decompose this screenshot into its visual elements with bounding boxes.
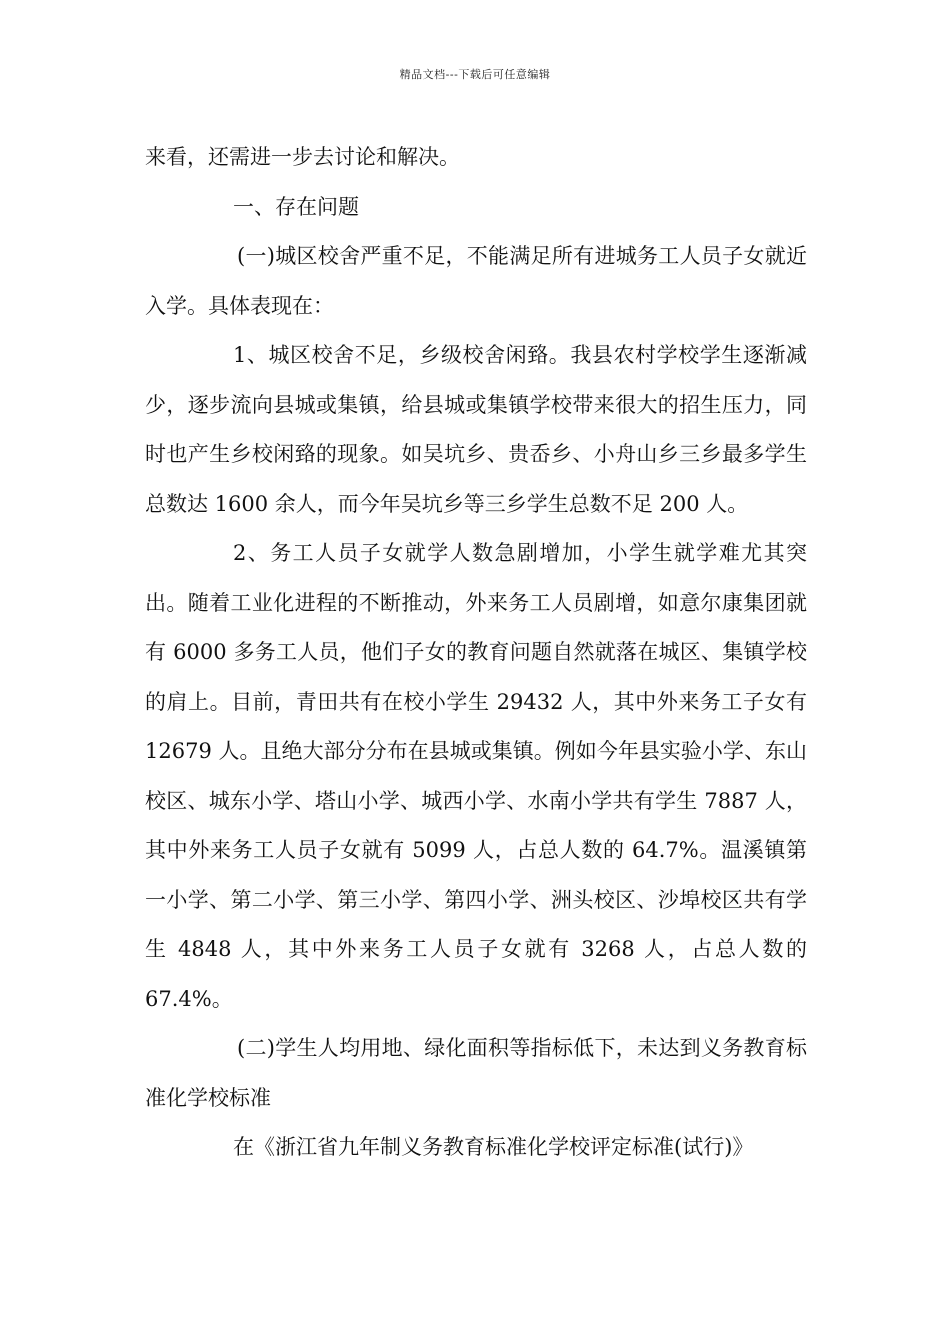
subsection-heading-2: (二)学生人均用地、绿化面积等指标低下，未达到义务教育标准化学校标准 <box>145 1036 807 1110</box>
subsection-heading-1: (一)城区校舍严重不足，不能满足所有进城务工人员子女就近入学。具体表现在： <box>145 244 807 318</box>
paragraph-item-1: 1、城区校舍不足，乡级校舍闲臵。我县农村学校学生逐渐减少，逐步流向县城或集镇，给县城或集镇学校带来很大的招生压力，同时也产生乡校闲臵的现象。如吴坑乡、贵岙乡、小舟山乡三乡最多学生总数达 1600 余人，而今年吴坑乡等三乡学生总数不足 200 人。 <box>145 343 807 516</box>
paragraph-item-2: 2、务工人员子女就学人数急剧增加，小学生就学难尤其突出。随着工业化进程的不断推动，外来务工人员剧增，如意尔康集团就有 6000 多务工人员，他们子女的教育问题自然就落在城区、集镇学校的肩上。目前，青田共有在校小学生 29432 人，其中外来务工子女有 12679 人。且绝大部分分布在县城或集镇。例如今年县实验小学、东山校区、城东小学、塔山小学、城西小学、水南小学共有学生 7887 人，其中外来务工人员子女就有 5099 人，占总人数的 64.7%。温溪镇第一小学、第二小学、第三小学、第四小学、洲头校区、沙埠校区共有学生 4848 人，其中外来务工人员子女就有 3268 人，占总人数的 67.4%。 <box>145 541 807 1011</box>
document-body <box>145 133 807 1173</box>
section-heading: 一、存在问题 <box>233 194 359 219</box>
paragraph-standard: 在《浙江省九年制义务教育标准化学校评定标准(试行)》 <box>233 1135 754 1159</box>
page-header: 精品文档---下载后可任意编辑 <box>399 68 551 81</box>
paragraph-continuation: 来看，还需进一步去讨论和解决。 <box>145 145 460 169</box>
